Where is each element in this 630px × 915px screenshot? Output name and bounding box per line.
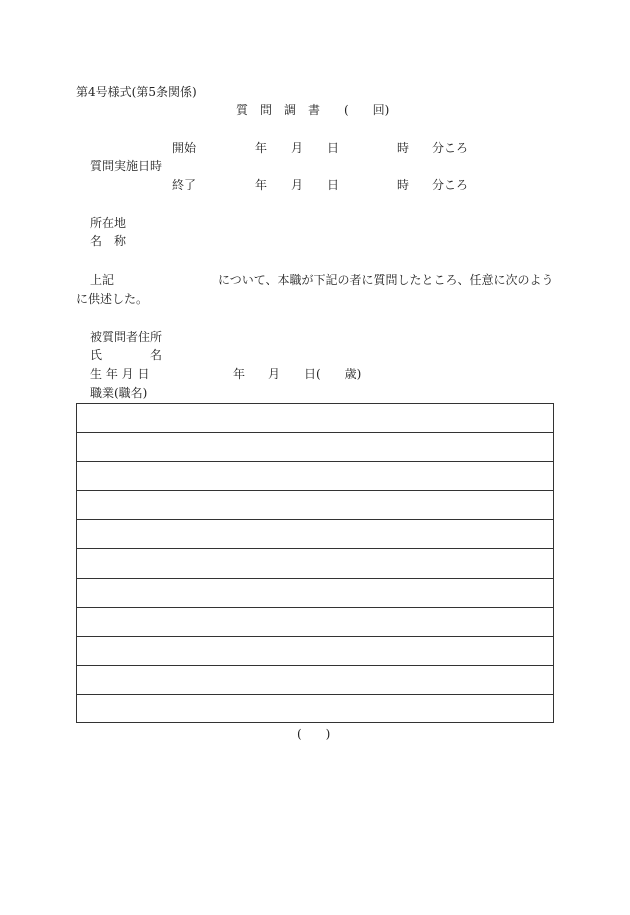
- occupation-label: 職業(職名): [90, 386, 148, 400]
- statement-line-1: について、本職が下記の者に質問したところ、任意に次のよう: [218, 273, 554, 287]
- statement-line-2: に供述した。: [76, 292, 149, 306]
- start-label: 開始: [172, 141, 197, 155]
- start-day: 日: [327, 141, 340, 155]
- start-minute: 分ころ: [432, 141, 469, 155]
- birth-label: 生 年 月 日: [90, 367, 150, 381]
- statement-line: [77, 579, 553, 608]
- end-hour: 時: [397, 178, 410, 192]
- statement-line: [77, 666, 553, 695]
- person-name-label: 氏 名: [90, 348, 163, 362]
- statement-lines: [76, 403, 554, 723]
- statement-line: [77, 433, 553, 462]
- birth-year: 年: [233, 367, 246, 381]
- end-day: 日: [327, 178, 340, 192]
- form-label: 第4号様式(第5条関係): [76, 85, 197, 99]
- statement-line: [77, 462, 553, 491]
- page-marker: ( ): [297, 727, 331, 741]
- statement-line: [77, 695, 553, 724]
- start-month: 月: [291, 141, 304, 155]
- start-year: 年: [255, 141, 268, 155]
- name-label: 名 称: [90, 234, 127, 248]
- statement-line: [77, 637, 553, 666]
- datetime-label: 質問実施日時: [90, 159, 163, 173]
- location-label: 所在地: [90, 216, 127, 230]
- address-label: 被質問者住所: [90, 330, 163, 344]
- statement-prefix: 上記: [90, 273, 115, 287]
- end-month: 月: [291, 178, 304, 192]
- start-hour: 時: [397, 141, 410, 155]
- page-title: 質 問 調 書 ( 回): [236, 103, 390, 117]
- statement-line: [77, 404, 553, 433]
- statement-line: [77, 608, 553, 637]
- statement-line: [77, 491, 553, 520]
- birth-month: 月: [268, 367, 281, 381]
- statement-line: [77, 549, 553, 578]
- end-label: 終了: [172, 178, 197, 192]
- end-year: 年: [255, 178, 268, 192]
- birth-day-age: 日( 歳): [304, 367, 362, 381]
- statement-line: [77, 520, 553, 549]
- end-minute: 分ころ: [432, 178, 469, 192]
